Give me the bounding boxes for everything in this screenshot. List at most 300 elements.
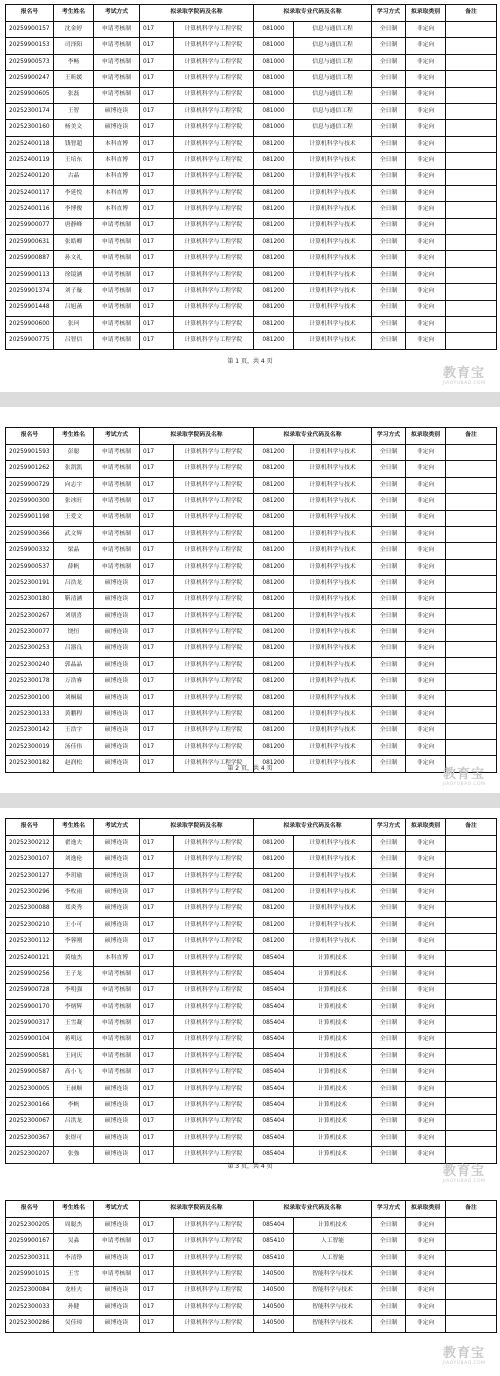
table-cell: 全日制 xyxy=(372,38,406,54)
table-cell: 081000 xyxy=(254,54,294,70)
table-row xyxy=(6,1032,497,1048)
table-cell: 计算机科学与技术 xyxy=(294,674,372,690)
table-cell: 全日制 xyxy=(372,576,406,592)
table-cell: 计算机科学与技术 xyxy=(294,153,372,169)
table-cell: 全日制 xyxy=(372,22,406,38)
table-row xyxy=(6,674,497,690)
table-cell: 黄灿杰 xyxy=(54,950,94,966)
table-cell: 申请考核制 xyxy=(94,1049,140,1065)
watermark-logo xyxy=(434,763,494,787)
table-cell: 计算机科学与工程学院 xyxy=(174,901,254,917)
watermark-logo xyxy=(434,1342,494,1366)
table-cell: 081200 xyxy=(254,690,294,706)
table-cell: 非定向 xyxy=(406,71,446,87)
table-cell: 李延悦 xyxy=(54,185,94,201)
table-cell: 计算机技术 xyxy=(294,1065,372,1081)
table-cell: 017 xyxy=(140,120,174,136)
table-cell: 翟逸夫 xyxy=(54,836,94,852)
table-cell xyxy=(446,202,497,218)
table-cell: 计算机科学与工程学院 xyxy=(174,251,254,267)
table-row xyxy=(6,169,497,185)
table-row xyxy=(6,87,497,103)
table-cell: 非定向 xyxy=(406,1114,446,1130)
table-cell: 全日制 xyxy=(372,740,406,756)
table-cell xyxy=(446,934,497,950)
table-cell: 硕博连读 xyxy=(94,868,140,884)
table-cell: 20259900104 xyxy=(6,1032,54,1048)
table-cell: 20252300127 xyxy=(6,868,54,884)
table-cell xyxy=(446,1267,497,1283)
watermark-url: JIAOYUBAO.COM xyxy=(442,1179,486,1184)
table-cell: 计算机科学与工程学院 xyxy=(174,445,254,461)
table-cell: 20259900366 xyxy=(6,526,54,542)
table-cell: 非定向 xyxy=(406,1032,446,1048)
table-cell xyxy=(446,251,497,267)
table-cell: 017 xyxy=(140,950,174,966)
table-cell: 申请考核制 xyxy=(94,1016,140,1032)
table-cell: 20252300253 xyxy=(6,641,54,657)
table-cell: 硕博连读 xyxy=(94,852,140,868)
table-row xyxy=(6,445,497,461)
table-cell: 郑炎秀 xyxy=(54,901,94,917)
table-row xyxy=(6,625,497,641)
table-cell: 徐镜涵 xyxy=(54,267,94,283)
document-page-1 xyxy=(0,0,500,392)
table-cell: 140500 xyxy=(254,1316,294,1332)
watermark-url: JIAOYUBAO.COM xyxy=(442,1361,486,1366)
table-cell: 全日制 xyxy=(372,185,406,201)
table-cell: 非定向 xyxy=(406,1218,446,1234)
table-cell: 20252300191 xyxy=(6,576,54,592)
table-cell: 非定向 xyxy=(406,1016,446,1032)
column-header: 备注 xyxy=(446,428,497,445)
table-cell: 唐静峰 xyxy=(54,218,94,234)
column-header: 考试方式 xyxy=(94,428,140,445)
table-cell: 085410 xyxy=(254,1250,294,1266)
table-cell xyxy=(446,1299,497,1315)
table-cell: 计算机科学与工程学院 xyxy=(174,592,254,608)
table-cell: 计算机科学与工程学院 xyxy=(174,674,254,690)
table-cell: 非定向 xyxy=(406,103,446,119)
table-cell: 085404 xyxy=(254,950,294,966)
table-cell: 计算机科学与工程学院 xyxy=(174,218,254,234)
table-cell: 017 xyxy=(140,71,174,87)
table-cell: 非定向 xyxy=(406,999,446,1015)
table-cell xyxy=(446,333,497,349)
table-cell: 017 xyxy=(140,967,174,983)
table-cell: 017 xyxy=(140,901,174,917)
table-row xyxy=(6,218,497,234)
table-cell: 全日制 xyxy=(372,1299,406,1315)
table-cell: 非定向 xyxy=(406,592,446,608)
table-cell: 017 xyxy=(140,1299,174,1315)
table-cell: 计算机科学与技术 xyxy=(294,445,372,461)
table-cell: 017 xyxy=(140,1032,174,1048)
table-cell: 计算机科学与技术 xyxy=(294,510,372,526)
table-cell xyxy=(446,38,497,54)
table-row xyxy=(6,901,497,917)
table-row xyxy=(6,885,497,901)
table-cell: 全日制 xyxy=(372,235,406,251)
table-cell: 计算机科学与工程学院 xyxy=(174,868,254,884)
table-cell: 全日制 xyxy=(372,218,406,234)
table-cell: 085404 xyxy=(254,999,294,1015)
table-cell: 全日制 xyxy=(372,202,406,218)
table-cell: 计算机科学与工程学院 xyxy=(174,1283,254,1299)
table-cell: 全日制 xyxy=(372,999,406,1015)
table-cell: 非定向 xyxy=(406,494,446,510)
table-cell: 硕博连读 xyxy=(94,901,140,917)
table-row xyxy=(6,967,497,983)
column-header: 报名号 xyxy=(6,5,54,22)
table-cell: 计算机科学与技术 xyxy=(294,251,372,267)
table-cell xyxy=(446,950,497,966)
table-cell: 计算机技术 xyxy=(294,1098,372,1114)
table-row xyxy=(6,1218,497,1234)
table-row xyxy=(6,235,497,251)
table-cell xyxy=(446,983,497,999)
table-cell: 申请考核制 xyxy=(94,1267,140,1283)
table-cell: 申请考核制 xyxy=(94,510,140,526)
table-cell xyxy=(446,625,497,641)
table-cell xyxy=(446,136,497,152)
table-row xyxy=(6,38,497,54)
table-cell: 085404 xyxy=(254,1114,294,1130)
table-cell: 智能科学与技术 xyxy=(294,1283,372,1299)
table-cell: 20259900167 xyxy=(6,1234,54,1250)
table-cell: 20252300210 xyxy=(6,917,54,933)
table-cell: 非定向 xyxy=(406,674,446,690)
table-row xyxy=(6,1065,497,1081)
table-cell: 全日制 xyxy=(372,494,406,510)
table-cell: 017 xyxy=(140,1316,174,1332)
table-cell: 向志宇 xyxy=(54,477,94,493)
table-cell: 计算机科学与工程学院 xyxy=(174,543,254,559)
table-cell: 吴淼 xyxy=(54,1234,94,1250)
table-cell: 全日制 xyxy=(372,333,406,349)
table-cell: 本科直博 xyxy=(94,136,140,152)
document-page-2 xyxy=(0,407,500,793)
table-cell: 计算机科学与工程学院 xyxy=(174,202,254,218)
table-cell: 全日制 xyxy=(372,445,406,461)
table-cell: 李蓉刚 xyxy=(54,934,94,950)
table-cell: 计算机科学与工程学院 xyxy=(174,300,254,316)
document-page-3 xyxy=(0,808,500,1190)
table-cell: 硕博连读 xyxy=(94,608,140,624)
table-cell: 017 xyxy=(140,674,174,690)
watermark-text: 教育宝 xyxy=(442,1346,485,1361)
table-cell xyxy=(446,71,497,87)
table-cell: 全日制 xyxy=(372,1250,406,1266)
table-cell: 017 xyxy=(140,38,174,54)
table-cell: 非定向 xyxy=(406,120,446,136)
table-cell: 全日制 xyxy=(372,1131,406,1147)
table-cell: 081200 xyxy=(254,740,294,756)
admission-table xyxy=(5,427,497,773)
table-cell: 017 xyxy=(140,885,174,901)
table-row xyxy=(6,477,497,493)
table-cell xyxy=(446,267,497,283)
table-cell: 计算机科学与工程学院 xyxy=(174,983,254,999)
table-cell: 郭晶晶 xyxy=(54,658,94,674)
table-cell: 017 xyxy=(140,235,174,251)
table-cell xyxy=(446,526,497,542)
table-cell: 计算机科学与技术 xyxy=(294,300,372,316)
table-cell: 计算机科学与技术 xyxy=(294,885,372,901)
table-cell: 081200 xyxy=(254,658,294,674)
table-cell: 刘逸伦 xyxy=(54,852,94,868)
table-cell: 081200 xyxy=(254,674,294,690)
table-cell: 梁晶 xyxy=(54,543,94,559)
table-cell: 081200 xyxy=(254,185,294,201)
column-header: 拟录取类别 xyxy=(406,1201,446,1218)
table-row xyxy=(6,1049,497,1065)
table-cell xyxy=(446,658,497,674)
table-cell: 085404 xyxy=(254,1049,294,1065)
table-cell: 本科直博 xyxy=(94,153,140,169)
table-row xyxy=(6,202,497,218)
table-cell: 信息与通信工程 xyxy=(294,54,372,70)
table-cell xyxy=(446,917,497,933)
table-cell: 081200 xyxy=(254,494,294,510)
table-row xyxy=(6,868,497,884)
table-cell: 20259900581 xyxy=(6,1049,54,1065)
table-cell: 申请考核制 xyxy=(94,543,140,559)
table-cell: 计算机科学与技术 xyxy=(294,658,372,674)
table-cell: 硕博连读 xyxy=(94,576,140,592)
table-cell: 计算机科学与技术 xyxy=(294,592,372,608)
table-cell: 非定向 xyxy=(406,317,446,333)
table-cell: 计算机科学与技术 xyxy=(294,543,372,559)
table-cell: 017 xyxy=(140,756,174,772)
table-cell: 计算机科学与工程学院 xyxy=(174,576,254,592)
table-cell: 081200 xyxy=(254,608,294,624)
table-cell: 非定向 xyxy=(406,983,446,999)
table-cell: 全日制 xyxy=(372,71,406,87)
watermark-logo xyxy=(434,1160,494,1184)
table-cell: 计算机科学与工程学院 xyxy=(174,333,254,349)
table-row xyxy=(6,641,497,657)
table-cell: 计算机科学与工程学院 xyxy=(174,740,254,756)
table-cell: 017 xyxy=(140,559,174,575)
table-cell: 017 xyxy=(140,917,174,933)
table-cell: 靳清涵 xyxy=(54,592,94,608)
table-cell: 硕博连读 xyxy=(94,690,140,706)
table-cell xyxy=(446,543,497,559)
table-cell: 085404 xyxy=(254,1032,294,1048)
table-cell: 20252300311 xyxy=(6,1250,54,1266)
table-cell: 非定向 xyxy=(406,608,446,624)
table-cell: 申请考核制 xyxy=(94,983,140,999)
table-row xyxy=(6,284,497,300)
table-cell: 计算机科学与工程学院 xyxy=(174,1234,254,1250)
table-cell: 017 xyxy=(140,185,174,201)
table-cell: 017 xyxy=(140,251,174,267)
table-cell: 081200 xyxy=(254,445,294,461)
table-cell: 20259900077 xyxy=(6,218,54,234)
table-row xyxy=(6,559,497,575)
table-cell: 081200 xyxy=(254,169,294,185)
table-cell: 彭聪 xyxy=(54,445,94,461)
table-cell: 全日制 xyxy=(372,559,406,575)
table-row xyxy=(6,1131,497,1147)
table-cell: 申请考核制 xyxy=(94,1065,140,1081)
table-cell: 20252300088 xyxy=(6,901,54,917)
table-cell: 017 xyxy=(140,868,174,884)
table-cell: 017 xyxy=(140,740,174,756)
table-cell: 非定向 xyxy=(406,967,446,983)
table-cell: 20252300178 xyxy=(6,674,54,690)
column-header: 拟录取专业代码及名称 xyxy=(254,5,372,22)
table-cell: 017 xyxy=(140,934,174,950)
table-cell: 全日制 xyxy=(372,1049,406,1065)
table-cell: 全日制 xyxy=(372,153,406,169)
table-cell: 081200 xyxy=(254,901,294,917)
table-cell: 081200 xyxy=(254,723,294,739)
table-cell: 申请考核制 xyxy=(94,71,140,87)
table-cell: 20259900157 xyxy=(6,22,54,38)
table-cell: 非定向 xyxy=(406,267,446,283)
table-cell xyxy=(446,1250,497,1266)
table-cell: 20259901448 xyxy=(6,300,54,316)
column-header: 学习方式 xyxy=(372,5,406,22)
column-header: 考生姓名 xyxy=(54,428,94,445)
table-cell: 计算机科学与工程学院 xyxy=(174,267,254,283)
table-cell: 非定向 xyxy=(406,87,446,103)
table-cell: 计算机科学与工程学院 xyxy=(174,169,254,185)
table-cell: 非定向 xyxy=(406,1299,446,1315)
table-cell: 20259900573 xyxy=(6,54,54,70)
table-cell: 计算机科学与技术 xyxy=(294,136,372,152)
page-number-footer: 第 1 页，共 4 页 xyxy=(227,358,273,365)
table-cell: 017 xyxy=(140,284,174,300)
table-cell xyxy=(446,494,497,510)
table-cell: 017 xyxy=(140,1049,174,1065)
table-cell: 计算机科学与工程学院 xyxy=(174,1081,254,1097)
table-cell: 非定向 xyxy=(406,625,446,641)
table-cell: 计算机科学与技术 xyxy=(294,625,372,641)
table-cell: 非定向 xyxy=(406,510,446,526)
table-cell: 全日制 xyxy=(372,169,406,185)
table-cell: 硕博连读 xyxy=(94,917,140,933)
table-cell: 计算机科学与工程学院 xyxy=(174,756,254,772)
table-row xyxy=(6,934,497,950)
table-cell: 计算机科学与工程学院 xyxy=(174,317,254,333)
table-cell: 计算机科学与工程学院 xyxy=(174,477,254,493)
table-row xyxy=(6,185,497,201)
table-cell: 计算机科学与技术 xyxy=(294,202,372,218)
table-cell xyxy=(446,852,497,868)
table-cell: 李畅 xyxy=(54,54,94,70)
table-cell: 20252400119 xyxy=(6,153,54,169)
table-row xyxy=(6,576,497,592)
table-cell: 非定向 xyxy=(406,169,446,185)
table-cell: 非定向 xyxy=(406,1065,446,1081)
table-cell: 计算机科学与工程学院 xyxy=(174,608,254,624)
table-cell: 张冰旺 xyxy=(54,494,94,510)
table-cell: 全日制 xyxy=(372,1114,406,1130)
table-cell: 全日制 xyxy=(372,756,406,772)
table-row xyxy=(6,917,497,933)
table-cell xyxy=(446,445,497,461)
table-cell: 计算机科学与工程学院 xyxy=(174,934,254,950)
table-cell: 017 xyxy=(140,317,174,333)
table-cell: 081200 xyxy=(254,852,294,868)
table-cell: 汤佳伟 xyxy=(54,740,94,756)
table-cell: 计算机科学与工程学院 xyxy=(174,1098,254,1114)
table-cell: 硕博连读 xyxy=(94,592,140,608)
table-cell: 计算机技术 xyxy=(294,1131,372,1147)
table-cell: 信息与通信工程 xyxy=(294,71,372,87)
table-cell: 计算机科学与工程学院 xyxy=(174,1316,254,1332)
table-cell xyxy=(446,54,497,70)
table-cell xyxy=(446,1098,497,1114)
table-cell: 计算机科学与技术 xyxy=(294,235,372,251)
table-cell: 计算机科学与工程学院 xyxy=(174,885,254,901)
table-cell: 20259901262 xyxy=(6,461,54,477)
table-header-row xyxy=(6,428,497,445)
table-cell xyxy=(446,559,497,575)
table-cell: 计算机技术 xyxy=(294,1218,372,1234)
table-cell: 20259900587 xyxy=(6,1065,54,1081)
table-cell: 非定向 xyxy=(406,885,446,901)
table-cell: 本科直博 xyxy=(94,169,140,185)
table-cell: 全日制 xyxy=(372,674,406,690)
table-cell: 李帆 xyxy=(54,1098,94,1114)
table-cell: 全日制 xyxy=(372,317,406,333)
table-cell: 王同庆 xyxy=(54,1049,94,1065)
table-cell: 李玥瑜 xyxy=(54,868,94,884)
watermark-logo xyxy=(434,362,494,386)
table-cell: 吕洪龙 xyxy=(54,1114,94,1130)
table-cell: 非定向 xyxy=(406,477,446,493)
table-cell: 20259901374 xyxy=(6,284,54,300)
table-cell: 017 xyxy=(140,526,174,542)
column-header: 拟录取专业代码及名称 xyxy=(254,819,372,836)
table-row xyxy=(6,999,497,1015)
column-header: 报名号 xyxy=(6,819,54,836)
table-row xyxy=(6,690,497,706)
table-cell: 全日制 xyxy=(372,461,406,477)
table-cell xyxy=(446,836,497,852)
table-cell: 20259900605 xyxy=(6,87,54,103)
watermark-url: JIAOYUBAO.COM xyxy=(442,381,486,386)
table-cell: 周聪杰 xyxy=(54,1218,94,1234)
table-cell: 20252300240 xyxy=(6,658,54,674)
table-cell: 非定向 xyxy=(406,1098,446,1114)
table-cell: 龙桂夫 xyxy=(54,1283,94,1299)
table-cell: 20252300207 xyxy=(6,1147,54,1163)
table-cell xyxy=(446,169,497,185)
table-cell xyxy=(446,1283,497,1299)
table-cell: 全日制 xyxy=(372,707,406,723)
page-separator xyxy=(0,392,500,407)
table-cell: 吕器良 xyxy=(54,641,94,657)
table-cell: 计算机科学与工程学院 xyxy=(174,1016,254,1032)
table-cell xyxy=(446,1032,497,1048)
table-cell: 20259900332 xyxy=(6,543,54,559)
table-row xyxy=(6,658,497,674)
table-cell xyxy=(446,317,497,333)
table-row xyxy=(6,54,497,70)
table-cell: 赵润松 xyxy=(54,756,94,772)
table-cell: 085404 xyxy=(254,1081,294,1097)
table-cell: 吴佳璋 xyxy=(54,1316,94,1332)
table-cell xyxy=(446,885,497,901)
table-cell: 085410 xyxy=(254,1234,294,1250)
table-cell: 081200 xyxy=(254,756,294,772)
table-cell: 计算机科学与工程学院 xyxy=(174,967,254,983)
